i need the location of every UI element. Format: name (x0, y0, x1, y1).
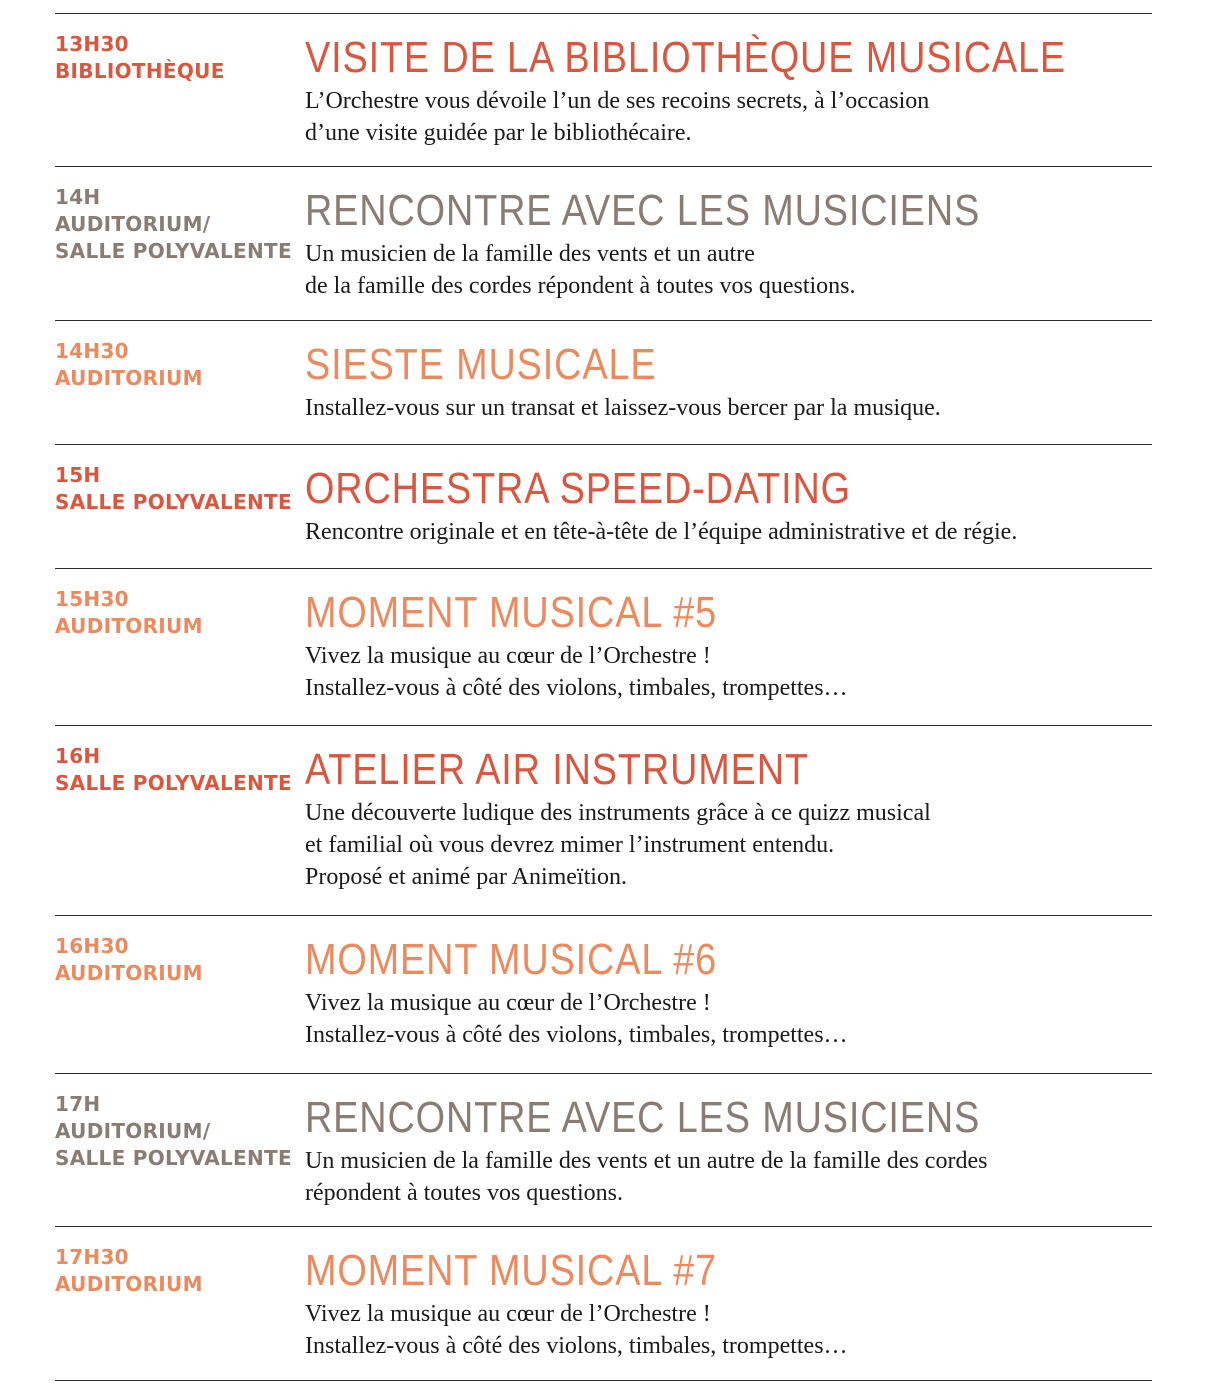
event-place: SALLE POLYVALENTE (55, 490, 292, 514)
event-title: ATELIER AIR INSTRUMENT (305, 745, 809, 794)
event-time: 17H30 (55, 1245, 129, 1269)
event-meta (55, 586, 295, 640)
event-place: SALLE POLYVALENTE (55, 239, 292, 263)
description-line: Installez-vous sur un transat et laissez-vous bercer par la musique. (305, 395, 941, 421)
event-time: 16H30 (55, 934, 129, 958)
event-place: AUDITORIUM (55, 614, 203, 638)
event-row (55, 321, 1152, 445)
event-place: AUDITORIUM (55, 961, 203, 985)
event-row (55, 1074, 1152, 1227)
description-line: Vivez la musique au cœur de l’Orchestre ! (305, 990, 711, 1016)
event-title: MOMENT MUSICAL #6 (305, 935, 718, 984)
event-description (305, 238, 1152, 302)
description-line: Un musicien de la famille des vents et un autre de la famille des cordes (305, 1148, 988, 1174)
description-line: Rencontre originale et en tête-à-tête de l’équipe administrative et de régie. (305, 519, 1018, 545)
description-line: d’une visite guidée par le bibliothécaire. (305, 120, 692, 146)
event-time: 15H30 (55, 587, 129, 611)
event-body (305, 1091, 1152, 1209)
event-row (55, 445, 1152, 569)
description-line: Vivez la musique au cœur de l’Orchestre ! (305, 1301, 711, 1327)
event-meta (55, 933, 295, 987)
event-description (305, 85, 1152, 149)
event-title: MOMENT MUSICAL #7 (305, 1246, 718, 1295)
description-line: de la famille des cordes répondent à toutes vos questions. (305, 273, 856, 299)
event-meta (55, 1244, 295, 1298)
event-title: RENCONTRE AVEC LES MUSICIENS (305, 1093, 981, 1142)
event-time: 13H30 (55, 32, 129, 56)
description-line: Installez-vous à côté des violons, timbales, trompettes… (305, 1022, 848, 1048)
event-place: BIBLIOTHÈQUE (55, 59, 225, 83)
event-meta (55, 31, 295, 85)
event-meta (55, 338, 295, 392)
event-body (305, 586, 1152, 704)
event-body (305, 743, 1152, 893)
event-title: ORCHESTRA SPEED-DATING (305, 464, 851, 513)
event-row (55, 726, 1152, 916)
event-description (305, 640, 1152, 704)
event-row (55, 14, 1152, 167)
description-line: Vivez la musique au cœur de l’Orchestre ! (305, 643, 711, 669)
event-place: AUDITORIUM/ (55, 212, 211, 236)
description-line: Une découverte ludique des instruments grâce à ce quizz musical (305, 800, 931, 826)
event-body (305, 462, 1152, 548)
event-row (55, 569, 1152, 726)
event-body (305, 933, 1152, 1051)
event-place: AUDITORIUM/ (55, 1119, 211, 1143)
event-place: AUDITORIUM (55, 366, 203, 390)
event-title: SIESTE MUSICALE (305, 340, 657, 389)
event-body (305, 1244, 1152, 1362)
event-description (305, 987, 1152, 1051)
event-title: VISITE DE LA BIBLIOTHÈQUE MUSICALE (305, 33, 1067, 82)
description-line: Proposé et animé par Animeïtion. (305, 864, 627, 890)
event-row (55, 916, 1152, 1074)
event-meta (55, 462, 295, 516)
event-meta (55, 184, 295, 265)
event-description (305, 1145, 1152, 1209)
description-line: et familial où vous devrez mimer l’instrument entendu. (305, 832, 835, 858)
description-line: Installez-vous à côté des violons, timbales, trompettes… (305, 675, 848, 701)
event-meta (55, 743, 295, 797)
event-time: 14H30 (55, 339, 129, 363)
event-title: RENCONTRE AVEC LES MUSICIENS (305, 186, 981, 235)
event-meta (55, 1091, 295, 1172)
event-body (305, 31, 1152, 149)
event-time: 15H (55, 463, 101, 487)
event-description (305, 1298, 1152, 1362)
event-row (55, 1227, 1152, 1381)
event-description (305, 392, 1152, 424)
event-place: SALLE POLYVALENTE (55, 1146, 292, 1170)
event-schedule (55, 13, 1152, 1381)
event-row (55, 167, 1152, 321)
description-line: Un musicien de la famille des vents et un autre (305, 241, 755, 267)
event-place: SALLE POLYVALENTE (55, 771, 292, 795)
event-title: MOMENT MUSICAL #5 (305, 588, 718, 637)
event-description (305, 516, 1152, 548)
event-body (305, 184, 1152, 302)
event-body (305, 338, 1152, 424)
event-time: 16H (55, 744, 101, 768)
event-time: 17H (55, 1092, 101, 1116)
event-time: 14H (55, 185, 101, 209)
description-line: Installez-vous à côté des violons, timbales, trompettes… (305, 1333, 848, 1359)
event-place: AUDITORIUM (55, 1272, 203, 1296)
event-description (305, 797, 1152, 893)
description-line: répondent à toutes vos questions. (305, 1180, 623, 1206)
description-line: L’Orchestre vous dévoile l’un de ses recoins secrets, à l’occasion (305, 88, 930, 114)
